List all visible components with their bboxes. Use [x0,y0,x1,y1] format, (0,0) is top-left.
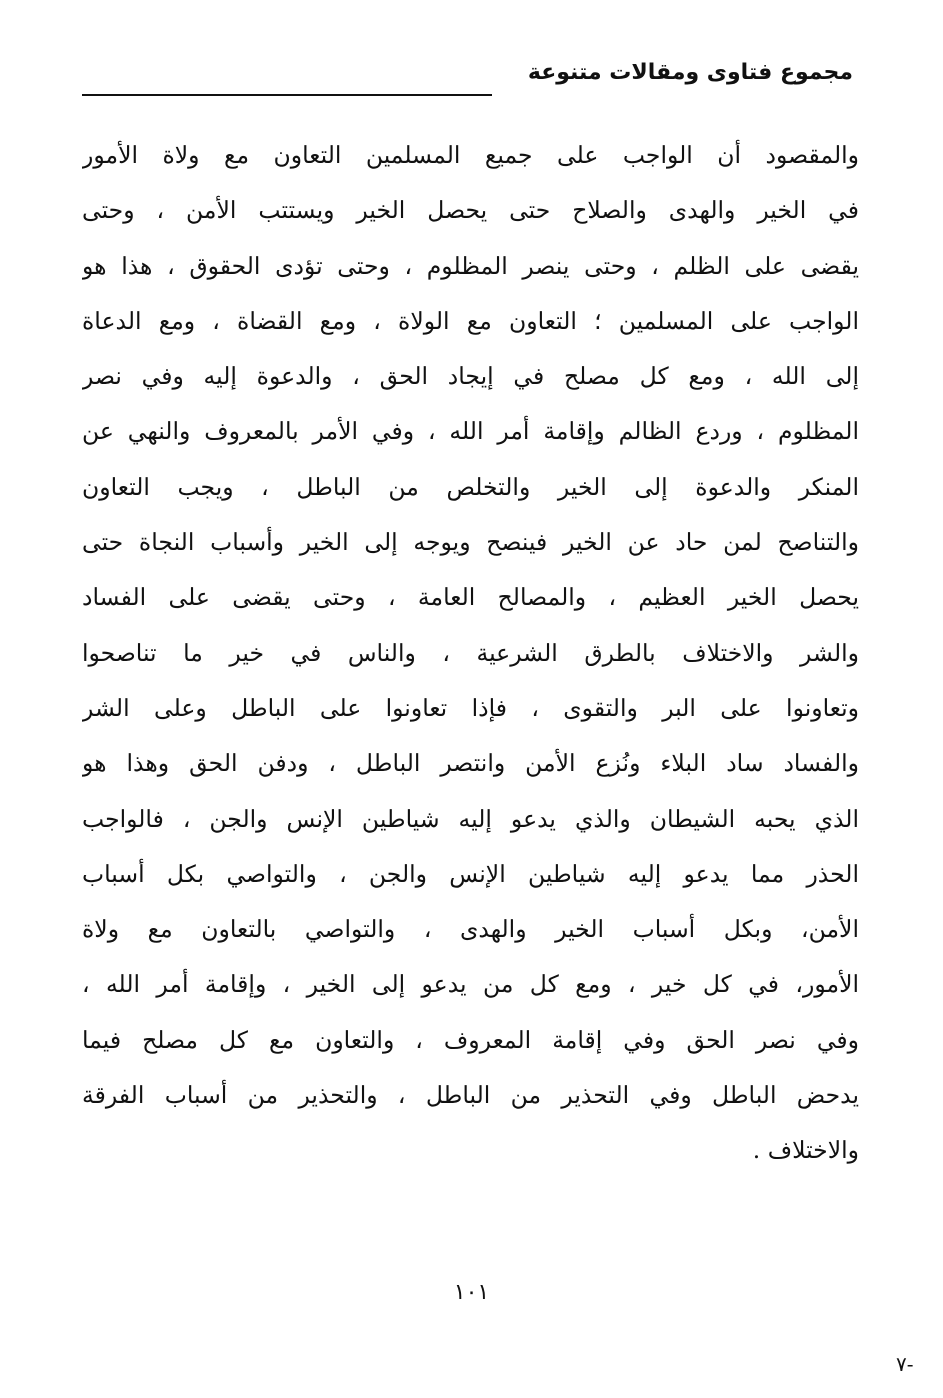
text-line: الذي يحبه الشيطان والذي يدعو إليه شياطين الإنس والجن ، فالواجب [82,804,859,833]
text-line: إلى الله ، ومع كل مصلح في إيجاد الحق ، والدعوة إليه وفي نصر [82,362,859,391]
text-line: الحذر مما يدعو إليه شياطين الإنس والجن ، والتواصي بكل أسباب [82,859,859,888]
text-line: والشر والاختلاف بالطرق الشرعية ، والناس في خير ما تناصحوا [82,638,859,667]
text-line: الواجب على المسلمين ؛ التعاون مع الولاة ، ومع القضاة ، ومع الدعاة [82,306,859,335]
text-line: في الخير والهدى والصلاح حتى يحصل الخير ويستتب الأمن ، وحتى [82,196,859,225]
text-line: الأمور، في كل خير ، ومع كل من يدعو إلى الخير ، وإقامة أمر الله ، [82,970,859,999]
text-line: والمقصود أن الواجب على جميع المسلمين التعاون مع ولاة الأمور [82,141,859,169]
text-line: والاختلاف . [752,1136,859,1165]
corner-mark: ٧- [896,1352,914,1376]
text-line: المنكر والدعوة إلى الخير والتخلص من الباطل ، ويجب التعاون [82,472,859,501]
text-line: المظلوم ، وردع الظالم وإقامة أمر الله ، وفي الأمر بالمعروف والنهي عن [82,417,859,446]
text-line: يحصل الخير العظيم ، والمصالح العامة ، وحتى يقضى على الفساد [82,583,859,612]
page-number: ١٠١ [453,1280,490,1305]
text-line: والتناصح لمن حاد عن الخير فينصح ويوجه إلى الخير وأسباب النجاة حتى [82,528,859,557]
text-line: يقضى على الظلم ، وحتى ينصر المظلوم ، وحتى تؤدى الحقوق ، هذا هو [82,251,859,280]
body-text [82,128,859,1179]
running-header: مجموع فتاوى ومقالات متنوعة [527,60,853,85]
text-line: والفساد ساد البلاء ونُزع الأمن وانتصر الباطل ، ودفن الحق وهذا هو [82,749,859,778]
text-line: الأمن، وبكل أسباب الخير والهدى ، والتواصي بالتعاون مع ولاة [82,915,859,944]
text-line: وفي نصر الحق وفي إقامة المعروف ، والتعاون مع كل مصلح فيما [82,1025,859,1054]
text-line: وتعاونوا على البر والتقوى ، فإذا تعاونوا على الباطل وعلى الشر [82,693,859,722]
header-rule [82,94,492,96]
text-line: يدحض الباطل وفي التحذير من الباطل ، والتحذير من أسباب الفرقة [82,1081,859,1110]
